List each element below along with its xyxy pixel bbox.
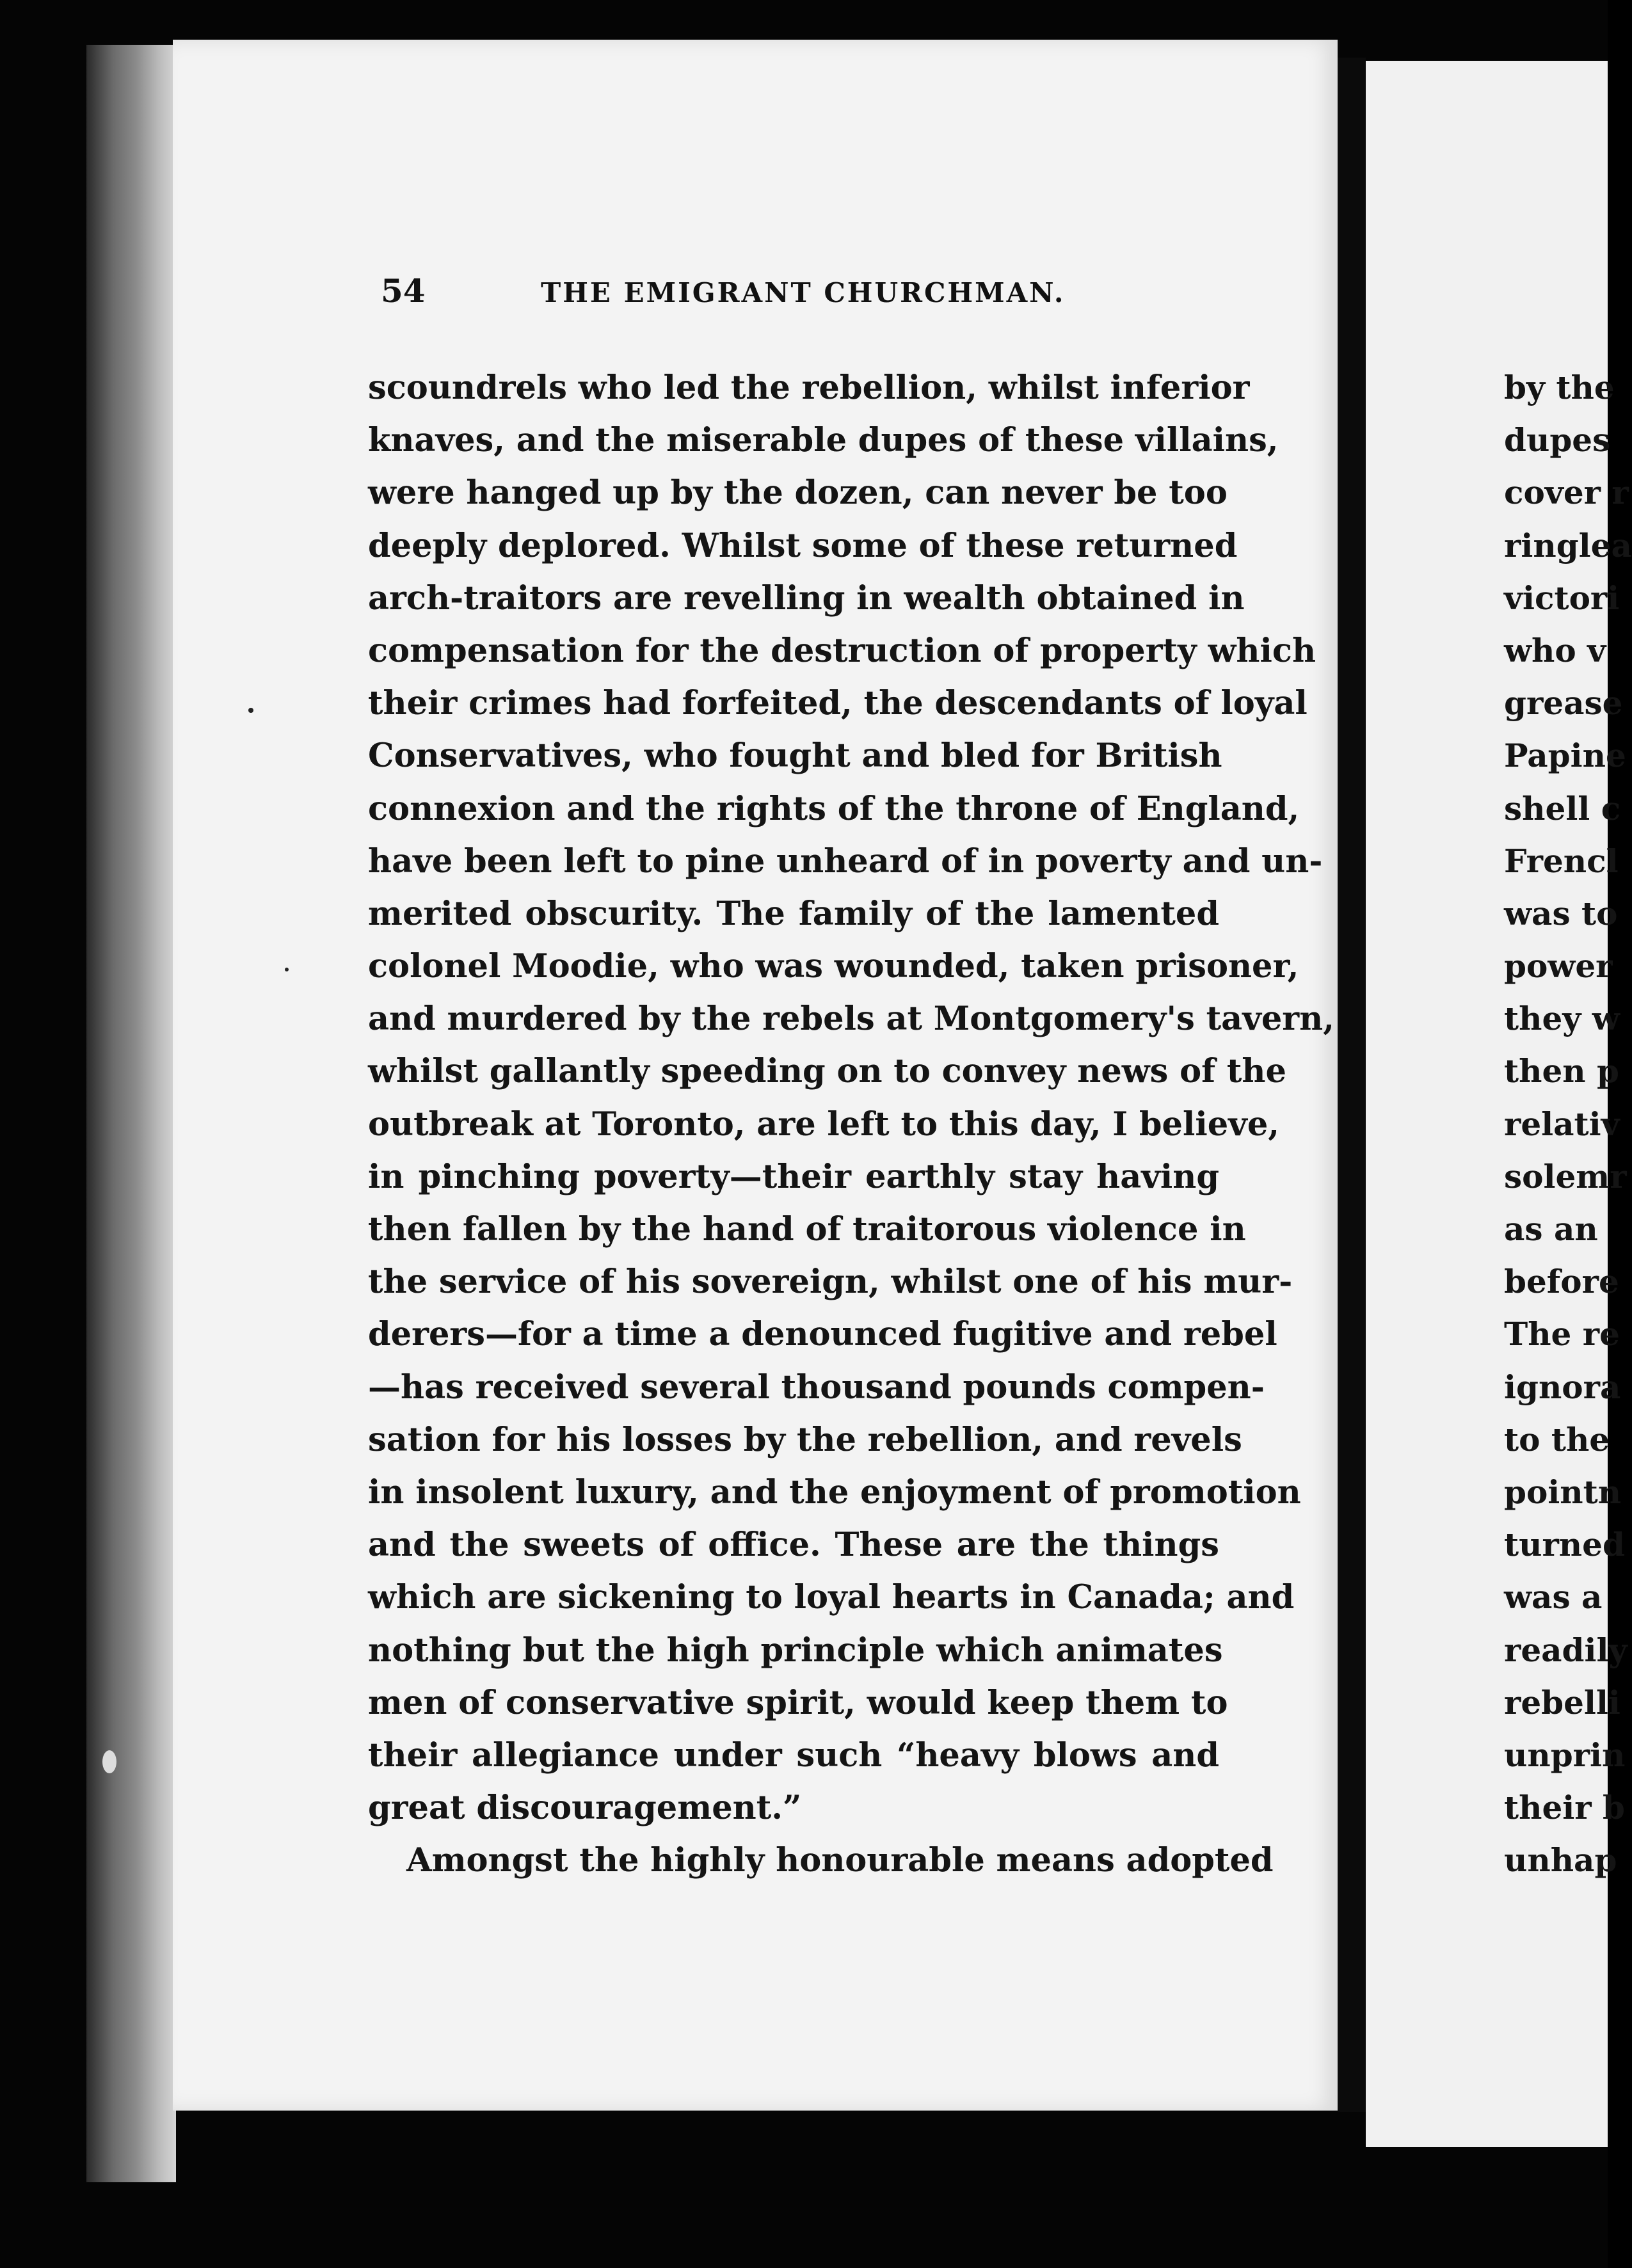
facing-text-line: was a xyxy=(1504,1578,1603,1617)
text-line: deeply deplored. Whilst some of these returned xyxy=(368,526,1238,565)
facing-text-line: relativ xyxy=(1504,1105,1620,1143)
scan-speck xyxy=(248,708,253,713)
text-line: Amongst the highly honourable means adopted xyxy=(406,1841,1274,1880)
scan-speck xyxy=(285,968,289,971)
book-spine-edge xyxy=(86,45,176,2182)
text-line: compensation for the destruction of property which xyxy=(368,631,1316,670)
facing-text-line: Papine xyxy=(1504,737,1626,775)
facing-text-line: cover r xyxy=(1504,474,1629,512)
text-line: arch-traitors are revelling in wealth obtained in xyxy=(368,579,1245,618)
facing-text-line: as an xyxy=(1504,1210,1598,1248)
text-line: colonel Moodie, who was wounded, taken prisoner, xyxy=(368,947,1299,986)
facing-text-line: ringlea xyxy=(1504,526,1632,564)
facing-text-line: was to xyxy=(1504,894,1618,932)
facing-text-line: turned xyxy=(1504,1526,1625,1564)
text-line: nothing but the high principle which animates xyxy=(368,1631,1223,1670)
text-line: in pinching poverty—their earthly stay having xyxy=(368,1157,1219,1196)
facing-text-line: they w xyxy=(1504,1000,1620,1038)
text-line: have been left to pine unheard of in poverty and un- xyxy=(368,842,1323,881)
text-line: connexion and the rights of the throne of England, xyxy=(368,789,1300,828)
text-line: outbreak at Toronto, are left to this day, I believe, xyxy=(368,1105,1280,1144)
page-number: 54 xyxy=(381,272,426,310)
facing-text-line: power xyxy=(1504,947,1613,986)
text-line: merited obscurity. The family of the lamented xyxy=(368,894,1219,933)
facing-text-line: unhap xyxy=(1504,1841,1617,1880)
facing-text-line: Frencl xyxy=(1504,842,1619,880)
facing-text-line: their b xyxy=(1504,1789,1625,1827)
text-line: which are sickening to loyal hearts in Canada; and xyxy=(368,1578,1295,1617)
facing-text-line: solemr xyxy=(1504,1157,1627,1195)
facing-text-line: unprin xyxy=(1504,1736,1626,1774)
facing-text-line: to the xyxy=(1504,1420,1610,1458)
facing-text-line: pointn xyxy=(1504,1473,1622,1511)
text-line: in insolent luxury, and the enjoyment of promotion xyxy=(368,1473,1301,1512)
text-line: and the sweets of office. These are the things xyxy=(368,1526,1219,1565)
text-line: then fallen by the hand of traitorous violence in xyxy=(368,1210,1246,1249)
text-line: sation for his losses by the rebellion, and revels xyxy=(368,1420,1242,1459)
text-line: —has received several thousand pounds compen- xyxy=(368,1368,1265,1407)
facing-text-line: dupes xyxy=(1504,421,1611,459)
text-line: men of conservative spirit, would keep them to xyxy=(368,1683,1228,1722)
text-line: great discouragement.” xyxy=(368,1789,802,1828)
text-line: whilst gallantly speeding on to convey news of the xyxy=(368,1052,1286,1091)
facing-text-line: who v xyxy=(1504,631,1606,669)
running-head: THE EMIGRANT CHURCHMAN. xyxy=(541,277,1066,308)
text-line: their crimes had forfeited, the descendants of loyal xyxy=(368,684,1308,723)
facing-text-line: shell c xyxy=(1504,789,1621,827)
facing-page-text xyxy=(1504,362,1632,1887)
body-text xyxy=(368,362,1334,1887)
page-gutter xyxy=(1338,58,1366,2112)
page-header xyxy=(381,272,1219,323)
facing-text-line: victori xyxy=(1504,579,1620,617)
text-line: Conservatives, who fought and bled for British xyxy=(368,737,1222,776)
facing-text-line: The re xyxy=(1504,1315,1620,1354)
text-line: knaves, and the miserable dupes of these villains, xyxy=(368,421,1279,460)
scan-speck xyxy=(102,1750,116,1773)
facing-text-line: grease xyxy=(1504,684,1623,723)
text-line: their allegiance under such “heavy blows and xyxy=(368,1736,1219,1775)
text-line: the service of his sovereign, whilst one of his mur- xyxy=(368,1263,1293,1302)
facing-text-line: then p xyxy=(1504,1052,1619,1090)
facing-text-line: readily xyxy=(1504,1631,1628,1669)
text-line: were hanged up by the dozen, can never be too xyxy=(368,474,1228,513)
facing-text-line: by the xyxy=(1504,369,1615,406)
facing-text-line: rebelli xyxy=(1504,1683,1620,1721)
text-line: scoundrels who led the rebellion, whilst inferior xyxy=(368,369,1250,407)
text-line: and murdered by the rebels at Montgomery's tavern, xyxy=(368,1000,1334,1039)
facing-text-line: ignora xyxy=(1504,1368,1621,1406)
facing-text-line: before xyxy=(1504,1263,1619,1301)
text-line: derers—for a time a denounced fugitive and rebel xyxy=(368,1315,1277,1354)
